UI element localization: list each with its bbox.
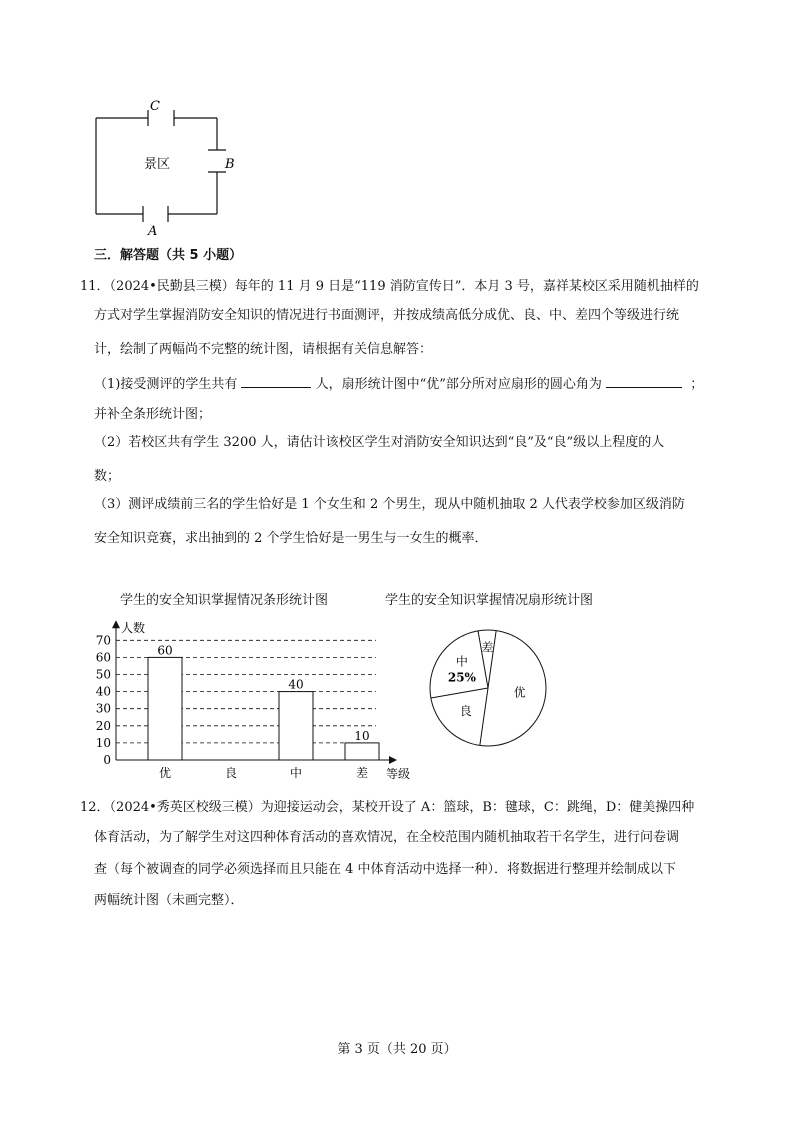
bar — [345, 743, 379, 760]
circuit-label-c: C — [150, 99, 160, 114]
q11-part2-line2: 数； — [94, 469, 121, 484]
page-footer: 第 3 页（共 20 页） — [337, 1042, 457, 1057]
y-tick-label: 10 — [95, 735, 111, 750]
circuit-diagram — [80, 92, 260, 242]
bar-chart — [86, 615, 426, 783]
pie-chart — [420, 625, 560, 755]
q11-line1: 11．（2024•民勤县三模）每年的 11 月 9 日是“119 消防宣传日”．本月 3 号，嘉祥某校区采用随机抽样的 — [80, 279, 699, 294]
circuit-label-a: A — [148, 224, 158, 239]
y-axis-label: 人数 — [121, 621, 146, 635]
bar-value-label: 40 — [288, 677, 304, 692]
q11-part3-line2: 安全知识竞赛，求出抽到的 2 个学生恰好是一男生与一女生的概率． — [94, 531, 488, 546]
bar — [148, 657, 182, 760]
x-tick-label: 差 — [355, 766, 369, 780]
q11-part1-text-b: 人，扇形统计图中“优”部分所对应扇形的圆心角为 — [315, 377, 602, 392]
circuit-center-label: 景区 — [144, 157, 171, 172]
x-axis-label: 等级 — [386, 767, 411, 781]
q11-part1 — [94, 375, 703, 393]
answer-blank-angle[interactable] — [606, 375, 682, 388]
circuit-label-b: B — [225, 157, 235, 172]
x-tick-label: 中 — [289, 766, 303, 780]
q11-part1-text-a: （1)接受测评的学生共有 — [94, 377, 238, 392]
y-tick-label: 60 — [95, 650, 111, 665]
answer-blank-total[interactable] — [241, 375, 311, 388]
y-axis-arrow — [112, 620, 120, 628]
bar — [279, 692, 313, 760]
q11-part1-cont: 并补全条形统计图； — [94, 407, 212, 422]
y-tick-label: 0 — [103, 753, 111, 767]
bar-value-label: 10 — [354, 728, 370, 743]
pie-chart-title: 学生的安全知识掌握情况扇形统计图 — [385, 593, 594, 608]
y-tick-label: 20 — [95, 718, 111, 733]
section-title: 三．解答题（共 5 小题） — [94, 248, 243, 263]
pie-slice-label: 优 — [513, 685, 526, 700]
q11-part1-text-c: ； — [690, 377, 704, 392]
q12-line1: 12．（2024•秀英区校级三模）为迎接运动会，某校开设了 A：篮球，B：毽球，C：跳绳，D：健美操四种 — [80, 800, 695, 815]
q11-line3: 计，绘制了两幅尚不完整的统计图，请根据有关信息解答： — [94, 342, 433, 357]
q11-part2-line1: （2）若校区共有学生 3200 人，请估计该校区学生对消防安全知识达到“良”及“良”级以上程度的人 — [94, 435, 665, 450]
q11-part3-line1: （3）测评成绩前三名的学生恰好是 1 个女生和 2 个男生，现从中随机抽取 2 人代表学校参加区级消防 — [94, 497, 685, 512]
q11-line2: 方式对学生掌握消防安全知识的情况进行书面测评，并按成绩高低分成优、良、中、差四个等级进行统 — [94, 308, 680, 323]
x-tick-label: 良 — [224, 766, 238, 780]
x-axis-arrow — [389, 756, 397, 764]
pie-slice-label: 中 — [455, 654, 468, 669]
pie-slice-label: 良 — [459, 703, 472, 718]
x-tick-label: 优 — [158, 766, 172, 780]
bar-value-label: 60 — [157, 643, 173, 658]
q12-line2: 体育活动，为了解学生对这四种体育活动的喜欢情况，在全校范围内随机抽取若干名学生，进行问卷调 — [94, 830, 680, 845]
pie-slice-value: 25% — [447, 670, 476, 685]
bar-chart-title: 学生的安全知识掌握情况条形统计图 — [120, 593, 329, 608]
pie-slice-label: 差 — [481, 640, 494, 655]
q12-line3: 查（每个被调查的同学必须选择而且只能在 4 中体育活动中选择一种）．将数据进行整理并绘制成以下 — [94, 862, 677, 877]
y-tick-label: 30 — [95, 701, 111, 716]
y-tick-label: 40 — [95, 684, 111, 699]
y-tick-label: 50 — [95, 667, 111, 682]
y-tick-label: 70 — [95, 633, 111, 648]
q12-line4: 两幅统计图（未画完整）． — [94, 893, 244, 908]
